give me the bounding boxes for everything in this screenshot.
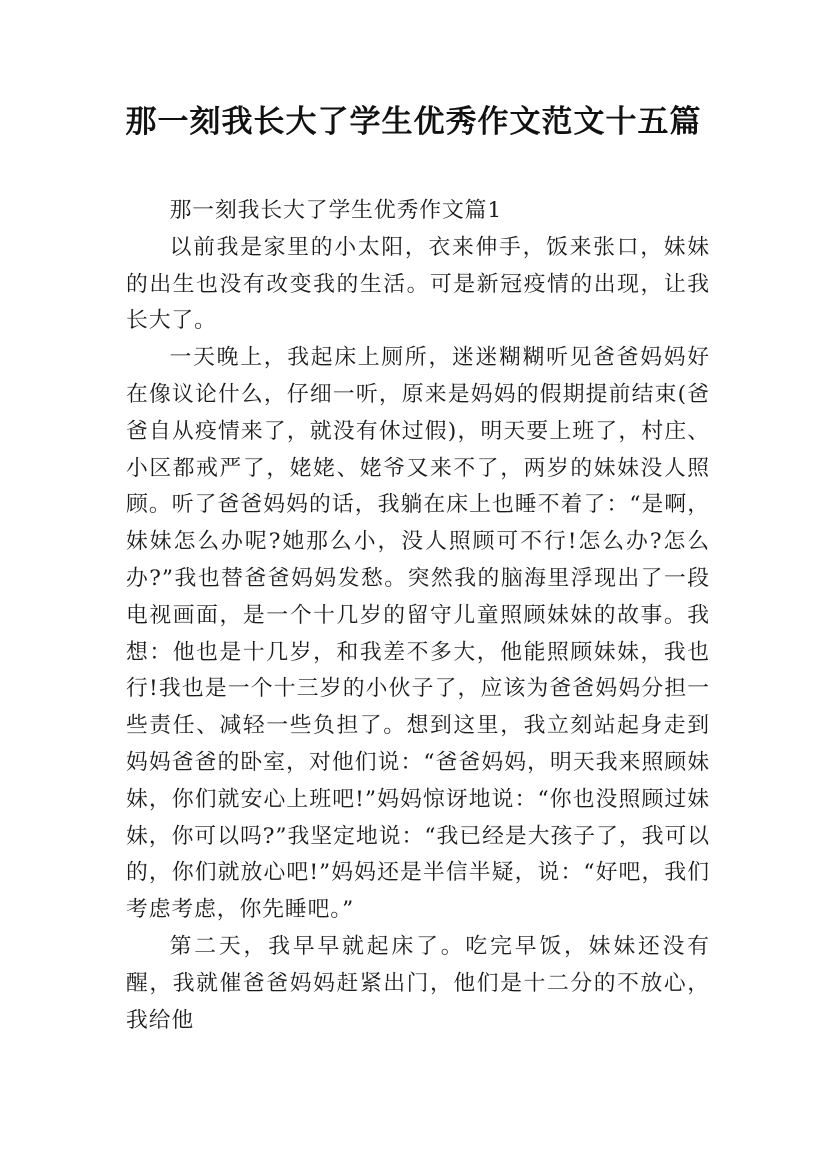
essay-subtitle: 那一刻我长大了学生优秀作文篇1: [169, 198, 503, 223]
paragraph-3: 第二天，我早早就起床了。吃完早饭，妹妹还没有醒，我就催爸爸妈妈赶紧出门，他们是十二分的不放心，我给他: [126, 933, 710, 1033]
document-body: [126, 193, 710, 1039]
paragraph-2: 一天晚上，我起床上厕所，迷迷糊糊听见爸爸妈妈好在像议论什么，仔细一听，原来是妈妈的假期提前结束(爸爸自从疫情来了，就没有休过假)，明天要上班了，村庄、小区都戒严了，姥姥、姥爷又来不了，两岁的妹妹没人照顾。听了爸爸妈妈的话，我躺在床上也睡不着了：“是啊，妹妹怎么办呢?她那么小，没人照顾可不行!怎么办?怎么办?”我也替爸爸妈妈发愁。突然我的脑海里浮现出了一段电视画面，是一个十几岁的留守儿童照顾妹妹的故事。我想：他也是十几岁，和我差不多大，他能照顾妹妹，我也行!我也是一个十三岁的小伙子了，应该为爸爸妈妈分担一些责任、减轻一些负担了。想到这里，我立刻站起身走到妈妈爸爸的卧室，对他们说：“爸爸妈妈，明天我来照顾妹妹，你们就安心上班吧!”妈妈惊讶地说：“你也没照顾过妹妹，你可以吗?”我坚定地说：“我已经是大孩子了，我可以的，你们就放心吧!”妈妈还是半信半疑，说：“好吧，我们考虑考虑，你先睡吧。”: [126, 345, 710, 923]
paragraph-1: 以前我是家里的小太阳，衣来伸手，饭来张口，妹妹的出生也没有改变我的生活。可是新冠疫情的出现，让我长大了。: [126, 234, 710, 334]
document-title: 那一刻我长大了学生优秀作文范文十五篇: [125, 104, 702, 140]
